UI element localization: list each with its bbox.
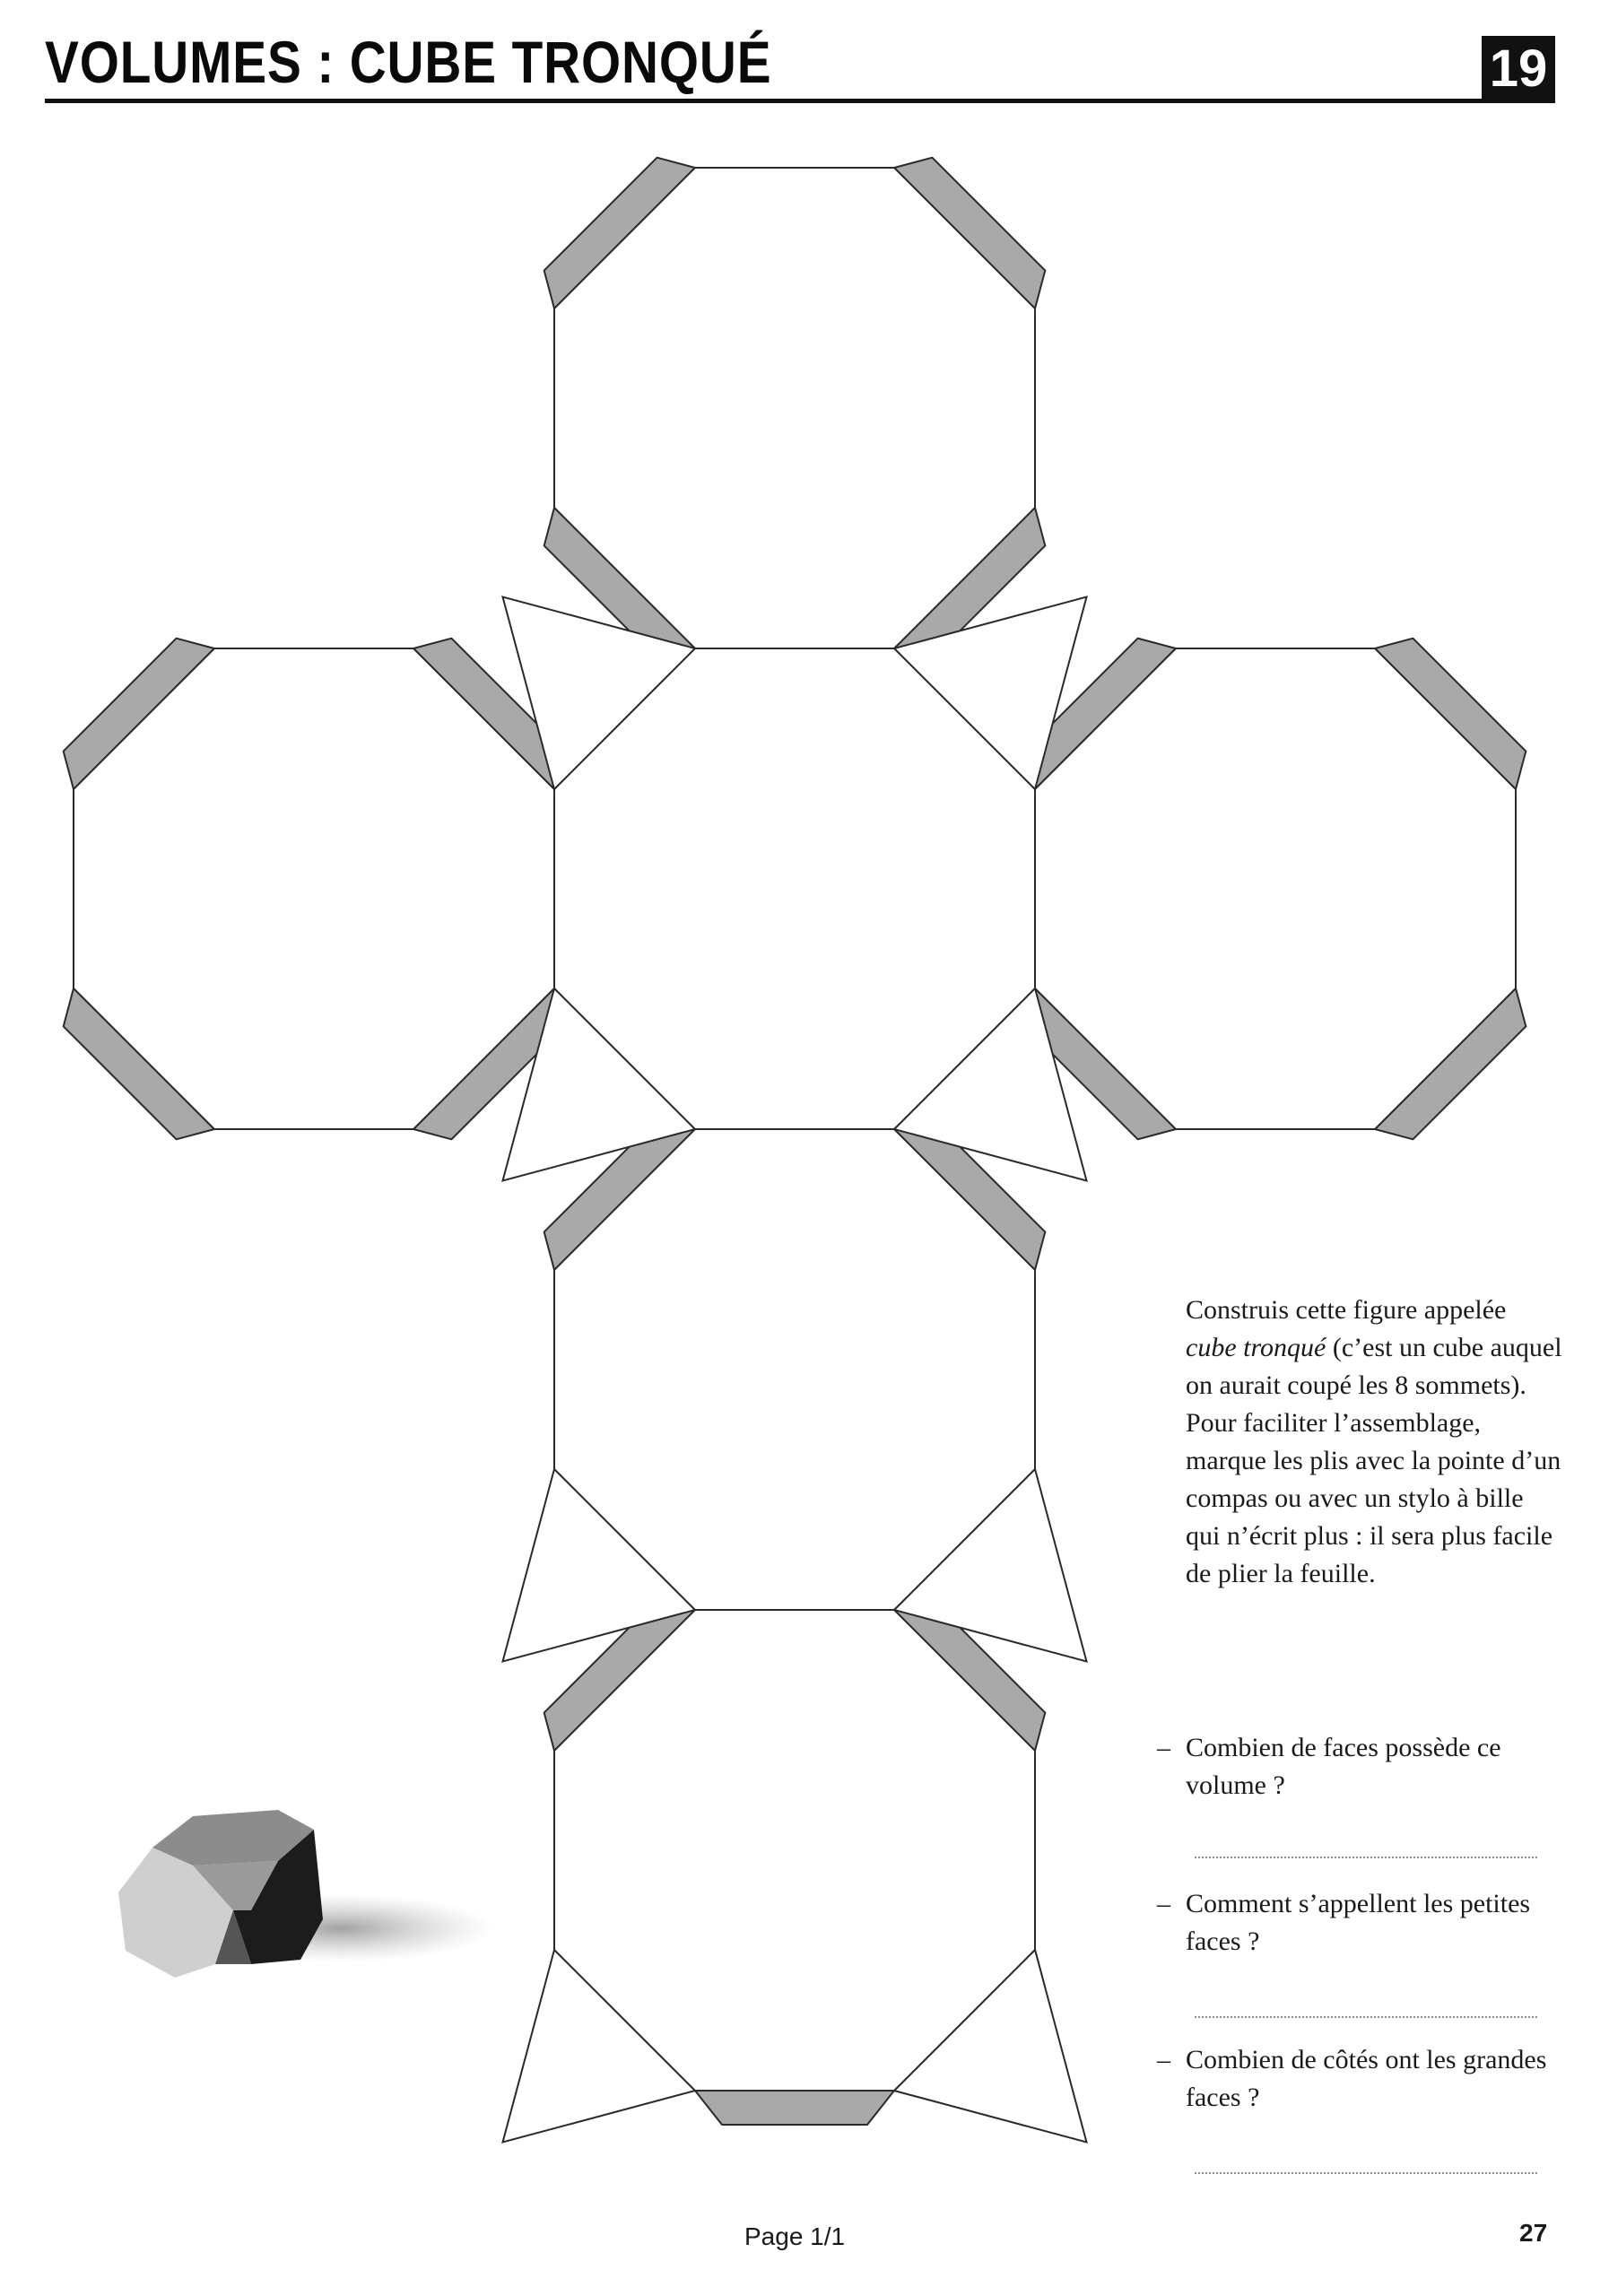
question-3: – Combien de côtés ont les grandes faces ?: [1157, 2045, 1547, 2112]
sheet-number-badge: 19: [1482, 36, 1555, 102]
glue-tab-bottom: [695, 2091, 894, 2125]
octagon-face-left: [74, 648, 554, 1129]
intro-after: (c’est un cube auquel on aurait coupé les 8 sommets). Pour faciliter l’assemblage, marque les plis avec la pointe d’un compas ou avec un stylo à bille qui n’écrit plus : il sera plus facile de plier la feuille.: [1186, 1333, 1562, 1588]
page-number: 27: [1519, 2219, 1548, 2247]
octagon-face-center: [554, 648, 1035, 1129]
octagon-face-right: [1035, 648, 1516, 1129]
page-label: Page 1/1: [744, 2222, 846, 2250]
octagon-face-bottom: [554, 1610, 1035, 2091]
question-2: – Comment s’appellent les petites faces ?: [1157, 1889, 1531, 1956]
answer-line-2[interactable]: [1195, 2016, 1537, 2018]
intro-italic: cube tronqué: [1186, 1333, 1326, 1362]
truncated-cube-photo: [108, 1794, 502, 1991]
octagon-face-top: [554, 168, 1035, 648]
answer-line-3[interactable]: [1195, 2172, 1537, 2174]
page-title: VOLUMES : CUBE TRONQUÉ: [45, 29, 772, 95]
question-1: – Combien de faces possède ce volume ?: [1157, 1733, 1501, 1800]
instructions-text: [1186, 1292, 1562, 1593]
octagon-face-lower: [554, 1129, 1035, 1610]
intro-before: Construis cette figure appelée: [1186, 1295, 1507, 1325]
answer-line-1[interactable]: [1195, 1857, 1537, 1858]
